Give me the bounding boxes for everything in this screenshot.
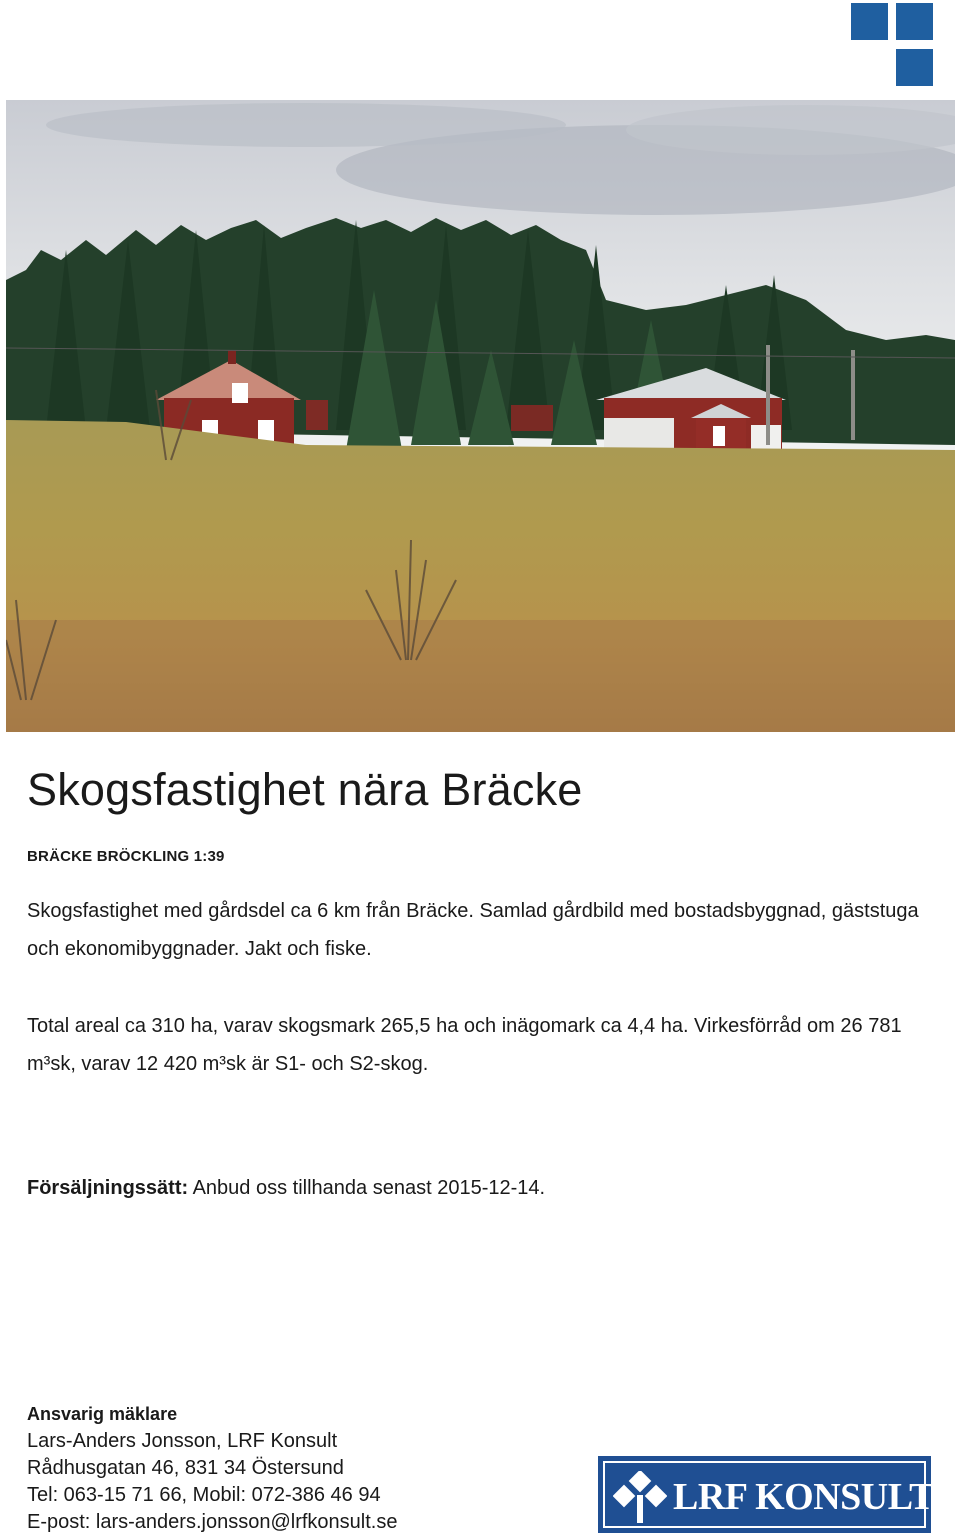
contact-phone: Tel: 063-15 71 66, Mobil: 072-386 46 94 bbox=[27, 1484, 381, 1506]
listing-title: Skogsfastighet nära Bräcke bbox=[27, 764, 583, 815]
area-paragraph: Total areal ca 310 ha, varav skogsmark 265,5 ha och inägomark ca 4,4 ha. Virkesförråd om 26 781 m³sk, varav 12 420 m³sk är S1- och S2-skog. bbox=[27, 1015, 902, 1075]
lrf-clover-icon bbox=[613, 1471, 667, 1525]
brand-square bbox=[896, 49, 933, 86]
contact-block bbox=[27, 1401, 397, 1536]
contact-address: Rådhusgatan 46, 831 34 Östersund bbox=[27, 1457, 344, 1479]
description-paragraph: Skogsfastighet med gårdsdel ca 6 km från Bräcke. Samlad gårdbild med bostadsbyggnad, gäststuga och ekonomibyggnader. Jakt och fiske. bbox=[27, 900, 919, 960]
lrf-konsult-logo bbox=[598, 1456, 934, 1533]
property-designation: BRÄCKE BRÖCKLING 1:39 bbox=[27, 848, 225, 865]
contact-name: Lars-Anders Jonsson, LRF Konsult bbox=[27, 1430, 338, 1452]
brand-square bbox=[851, 3, 888, 40]
brand-squares-logo bbox=[851, 3, 935, 87]
contact-heading: Ansvarig mäklare bbox=[27, 1404, 178, 1424]
sales-method-text: Anbud oss tillhanda senast 2015-12-14. bbox=[192, 1177, 546, 1199]
sales-method-label: Försäljningssätt: bbox=[27, 1177, 189, 1199]
lrf-konsult-wordmark: LRF KONSULT bbox=[673, 1476, 934, 1518]
contact-email: E-post: lars-anders.jonsson@lrfkonsult.se bbox=[27, 1511, 398, 1533]
property-photo bbox=[6, 100, 955, 732]
sales-method bbox=[27, 1175, 545, 1201]
brand-square bbox=[896, 3, 933, 40]
